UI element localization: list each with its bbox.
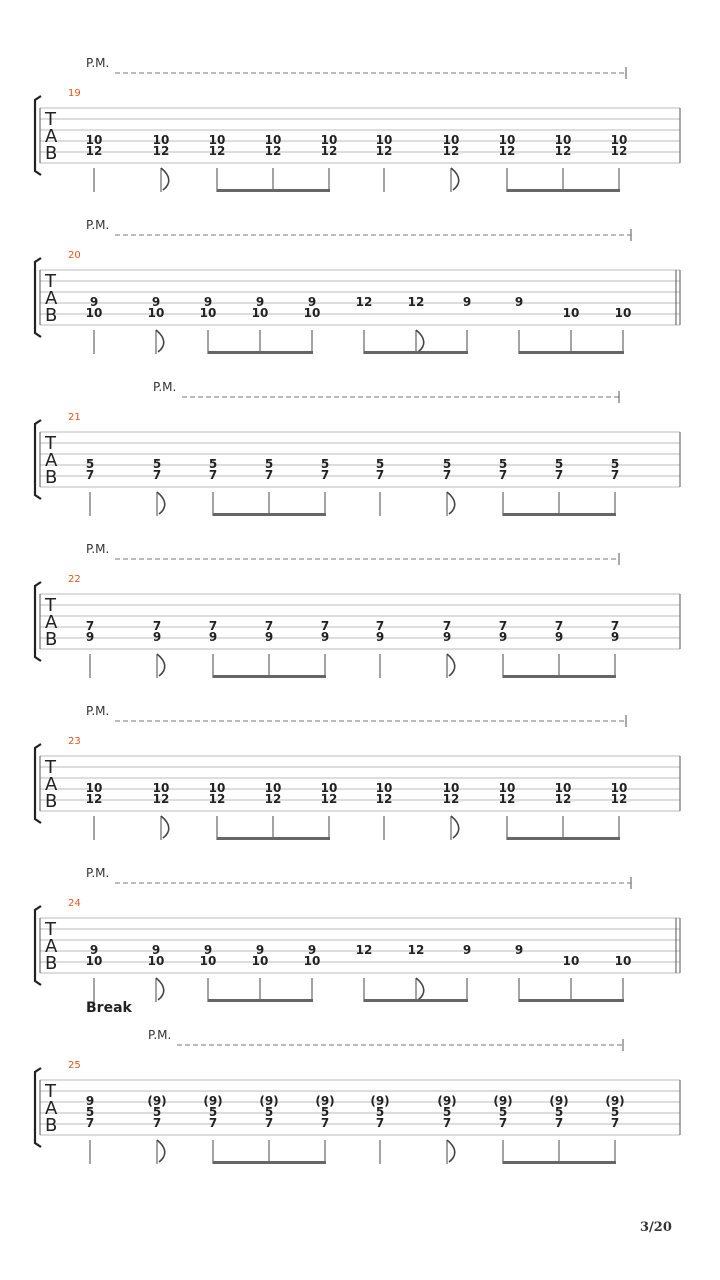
fret-number: 7: [554, 1116, 564, 1130]
fret-number: 7: [264, 1116, 274, 1130]
note-beam: [519, 351, 624, 354]
note-beam: [503, 513, 616, 516]
fret-number: 12: [554, 792, 572, 806]
eighth-note-flag: [157, 654, 165, 676]
note-beam: [507, 189, 620, 192]
fret-number: 5: [375, 457, 385, 471]
fret-number: 5: [264, 1105, 274, 1119]
fret-number: 10: [442, 133, 460, 147]
fret-number: 9: [151, 943, 161, 957]
tab-clef-letter: T: [45, 919, 56, 940]
fret-number: 7: [442, 619, 452, 633]
tab-clef-letter: A: [45, 450, 58, 471]
fret-number: 5: [610, 1105, 620, 1119]
fret-number: 10: [152, 781, 170, 795]
tab-clef-letter: T: [45, 1081, 56, 1102]
fret-number: (9): [259, 1094, 279, 1108]
measure-number: 21: [68, 412, 81, 423]
fret-number: 10: [147, 954, 165, 968]
fret-number: 12: [208, 792, 226, 806]
tab-clef-letter: A: [45, 288, 58, 309]
fret-number: 12: [610, 144, 628, 158]
fret-number: 10: [562, 306, 580, 320]
measure-number: 19: [68, 88, 81, 99]
fret-number: 5: [554, 457, 564, 471]
fret-number: 10: [303, 306, 321, 320]
tab-clef-letter: T: [45, 595, 56, 616]
tab-clef-letter: T: [45, 433, 56, 454]
fret-number: 12: [375, 144, 393, 158]
section-label: Break: [86, 1000, 132, 1016]
measure-number: 25: [68, 1060, 81, 1071]
fret-number: 9: [89, 943, 99, 957]
fret-number: 9: [203, 943, 213, 957]
fret-number: 9: [375, 630, 385, 644]
fret-number: 10: [251, 306, 269, 320]
eighth-note-flag: [156, 978, 164, 1000]
fret-number: 12: [407, 295, 425, 309]
tab-clef-letter: B: [45, 953, 58, 974]
fret-number: 7: [442, 1116, 452, 1130]
note-beam: [519, 999, 624, 1002]
fret-number: (9): [370, 1094, 390, 1108]
fret-number: 9: [151, 295, 161, 309]
fret-number: 9: [264, 630, 274, 644]
note-beam: [364, 999, 468, 1002]
fret-number: 7: [498, 619, 508, 633]
fret-number: 10: [303, 954, 321, 968]
tab-clef-letter: A: [45, 936, 58, 957]
eighth-note-flag: [447, 492, 455, 514]
fret-number: 7: [498, 468, 508, 482]
fret-number: 5: [320, 457, 330, 471]
fret-number: 10: [264, 133, 282, 147]
fret-number: 10: [498, 781, 516, 795]
tab-clef-letter: A: [45, 774, 58, 795]
fret-number: 7: [152, 468, 162, 482]
fret-number: (9): [605, 1094, 625, 1108]
fret-number: 5: [152, 1105, 162, 1119]
measure-number: 23: [68, 736, 81, 747]
fret-number: 9: [152, 630, 162, 644]
fret-number: 12: [498, 792, 516, 806]
fret-number: 12: [320, 144, 338, 158]
fret-number: 10: [199, 954, 217, 968]
fret-number: 9: [462, 943, 472, 957]
tab-clef-letter: A: [45, 612, 58, 633]
fret-number: 7: [610, 619, 620, 633]
tab-clef-letter: B: [45, 629, 58, 650]
fret-number: 5: [375, 1105, 385, 1119]
fret-number: 7: [264, 468, 274, 482]
fret-number: 10: [610, 781, 628, 795]
fret-number: 5: [442, 457, 452, 471]
fret-number: 12: [442, 792, 460, 806]
fret-number: 10: [199, 306, 217, 320]
fret-number: 12: [375, 792, 393, 806]
fret-number: 10: [208, 133, 226, 147]
note-beam: [507, 837, 620, 840]
fret-number: 5: [442, 1105, 452, 1119]
fret-number: 12: [152, 144, 170, 158]
fret-number: 12: [554, 144, 572, 158]
eighth-note-flag: [416, 330, 424, 352]
fret-number: 7: [85, 468, 95, 482]
fret-number: (9): [493, 1094, 513, 1108]
fret-number: 10: [614, 306, 632, 320]
fret-number: 5: [208, 1105, 218, 1119]
fret-number: 12: [320, 792, 338, 806]
palm-mute-label: P.M.: [148, 1028, 172, 1042]
fret-number: 12: [152, 792, 170, 806]
tab-clef-letter: A: [45, 126, 58, 147]
fret-number: 7: [375, 468, 385, 482]
fret-number: 7: [320, 468, 330, 482]
tab-clef-letter: B: [45, 467, 58, 488]
eighth-note-flag: [451, 816, 459, 838]
fret-number: 7: [208, 468, 218, 482]
fret-number: 10: [320, 133, 338, 147]
fret-number: 9: [89, 295, 99, 309]
fret-number: 7: [152, 619, 162, 633]
measure-number: 22: [68, 574, 81, 585]
fret-number: (9): [549, 1094, 569, 1108]
tab-clef-letter: A: [45, 1098, 58, 1119]
fret-number: 5: [85, 1105, 95, 1119]
palm-mute-label: P.M.: [86, 56, 110, 70]
fret-number: 9: [85, 1094, 95, 1108]
fret-number: 5: [152, 457, 162, 471]
fret-number: 9: [203, 295, 213, 309]
fret-number: (9): [437, 1094, 457, 1108]
measure-number: 24: [68, 898, 81, 909]
fret-number: 10: [442, 781, 460, 795]
fret-number: 9: [255, 943, 265, 957]
fret-number: 12: [355, 295, 373, 309]
fret-number: (9): [315, 1094, 335, 1108]
measure-number: 20: [68, 250, 81, 261]
fret-number: 9: [610, 630, 620, 644]
fret-number: 10: [251, 954, 269, 968]
fret-number: 9: [514, 295, 524, 309]
fret-number: 7: [610, 1116, 620, 1130]
note-beam: [503, 675, 616, 678]
fret-number: 7: [498, 1116, 508, 1130]
fret-number: 5: [320, 1105, 330, 1119]
fret-number: 5: [85, 457, 95, 471]
eighth-note-flag: [157, 1140, 165, 1162]
fret-number: 7: [320, 1116, 330, 1130]
fret-number: 7: [554, 468, 564, 482]
fret-number: 10: [375, 133, 393, 147]
fret-number: 10: [152, 133, 170, 147]
fret-number: 9: [442, 630, 452, 644]
fret-number: 10: [610, 133, 628, 147]
fret-number: 10: [375, 781, 393, 795]
fret-number: 10: [554, 781, 572, 795]
fret-number: 10: [208, 781, 226, 795]
palm-mute-label: P.M.: [86, 704, 110, 718]
fret-number: 10: [85, 781, 103, 795]
fret-number: 9: [320, 630, 330, 644]
fret-number: 9: [514, 943, 524, 957]
fret-number: 12: [85, 792, 103, 806]
fret-number: 5: [498, 457, 508, 471]
note-beam: [217, 837, 330, 840]
fret-number: 9: [255, 295, 265, 309]
fret-number: 12: [264, 144, 282, 158]
fret-number: (9): [147, 1094, 167, 1108]
palm-mute-label: P.M.: [86, 866, 110, 880]
fret-number: 7: [320, 619, 330, 633]
fret-number: 7: [375, 1116, 385, 1130]
palm-mute-label: P.M.: [153, 380, 177, 394]
note-beam: [213, 1161, 326, 1164]
fret-number: 12: [208, 144, 226, 158]
fret-number: 9: [498, 630, 508, 644]
fret-number: 12: [498, 144, 516, 158]
fret-number: 10: [554, 133, 572, 147]
eighth-note-flag: [161, 816, 169, 838]
note-beam: [213, 675, 326, 678]
fret-number: 5: [610, 457, 620, 471]
fret-number: (9): [203, 1094, 223, 1108]
note-beam: [217, 189, 330, 192]
fret-number: 10: [147, 306, 165, 320]
fret-number: 10: [614, 954, 632, 968]
fret-number: 7: [85, 619, 95, 633]
fret-number: 10: [498, 133, 516, 147]
palm-mute-label: P.M.: [86, 542, 110, 556]
fret-number: 7: [554, 619, 564, 633]
fret-number: 12: [355, 943, 373, 957]
note-beam: [208, 351, 313, 354]
fret-number: 9: [307, 943, 317, 957]
tab-clef-letter: B: [45, 305, 58, 326]
fret-number: 5: [498, 1105, 508, 1119]
eighth-note-flag: [157, 492, 165, 514]
fret-number: 7: [85, 1116, 95, 1130]
tab-clef-letter: T: [45, 109, 56, 130]
tab-clef-letter: T: [45, 271, 56, 292]
fret-number: 7: [208, 1116, 218, 1130]
fret-number: 10: [264, 781, 282, 795]
fret-number: 10: [320, 781, 338, 795]
eighth-note-flag: [451, 168, 459, 190]
fret-number: 7: [442, 468, 452, 482]
fret-number: 9: [462, 295, 472, 309]
palm-mute-label: P.M.: [86, 218, 110, 232]
fret-number: 10: [85, 133, 103, 147]
fret-number: 9: [208, 630, 218, 644]
fret-number: 9: [307, 295, 317, 309]
tab-clef-letter: B: [45, 791, 58, 812]
note-beam: [364, 351, 468, 354]
fret-number: 12: [264, 792, 282, 806]
eighth-note-flag: [447, 1140, 455, 1162]
tab-clef-letter: B: [45, 143, 58, 164]
note-beam: [503, 1161, 616, 1164]
tab-clef-letter: T: [45, 757, 56, 778]
eighth-note-flag: [416, 978, 424, 1000]
note-beam: [208, 999, 313, 1002]
fret-number: 9: [554, 630, 564, 644]
eighth-note-flag: [161, 168, 169, 190]
fret-number: 5: [554, 1105, 564, 1119]
fret-number: 12: [610, 792, 628, 806]
fret-number: 10: [85, 306, 103, 320]
fret-number: 7: [152, 1116, 162, 1130]
fret-number: 9: [85, 630, 95, 644]
fret-number: 7: [375, 619, 385, 633]
eighth-note-flag: [156, 330, 164, 352]
note-beam: [213, 513, 326, 516]
eighth-note-flag: [447, 654, 455, 676]
fret-number: 7: [610, 468, 620, 482]
fret-number: 10: [562, 954, 580, 968]
tab-clef-letter: B: [45, 1115, 58, 1136]
fret-number: 5: [264, 457, 274, 471]
fret-number: 5: [208, 457, 218, 471]
fret-number: 7: [208, 619, 218, 633]
fret-number: 12: [85, 144, 103, 158]
fret-number: 12: [442, 144, 460, 158]
fret-number: 7: [264, 619, 274, 633]
fret-number: 10: [85, 954, 103, 968]
page-number: 3/20: [640, 1220, 672, 1235]
fret-number: 12: [407, 943, 425, 957]
